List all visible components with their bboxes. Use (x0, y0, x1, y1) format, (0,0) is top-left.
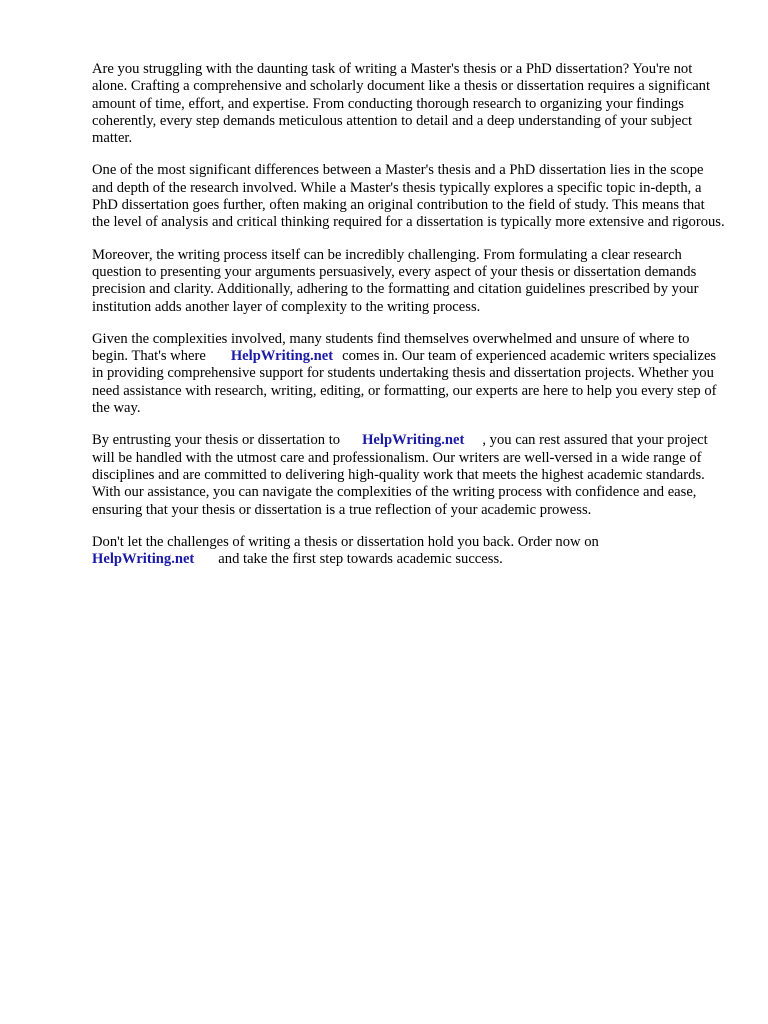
paragraph-complexities-after: comes in. Our team of experienced academic writers specializes in providing comprehensive support for students undertaking thesis and dissertation projects. Whether you need assistance with research, writing, editing, or formatting, our experts are here to help you every step of the way. (92, 348, 717, 417)
paragraph-cta-before: Don't let the challenges of writing a thesis or dissertation hold you back. Order now on (92, 533, 599, 550)
paragraph-entrusting (92, 432, 726, 518)
paragraph-call-to-action (92, 534, 726, 569)
helpwriting-link-2[interactable]: HelpWriting.net (362, 432, 465, 449)
paragraph-entrusting-before: By entrusting your thesis or dissertation to (92, 432, 341, 449)
paragraph-complexities (92, 331, 726, 417)
paragraph-complexities-before: Given the complexities involved, many students find themselves overwhelmed and unsure of where to begin. That's where (92, 330, 690, 365)
paragraph-entrusting-after: , you can rest assured that your project will be handled with the utmost care and professionalism. Our writers are well-versed in a wide range of disciplines and are committed to delivering high-quality work that meets the highest academic standards. With our assistance, you can navigate the complexities of the writing process with confidence and ease, ensuring that your thesis or dissertation is a true reflection of your academic prowess. (92, 432, 708, 518)
paragraph-cta-after: and take the first step towards academic success. (218, 551, 503, 568)
paragraph-writing-process: Moreover, the writing process itself can be incredibly challenging. From formulating a clear research question to presenting your arguments persuasively, every aspect of your thesis or dissertation demands precision and clarity. Additionally, adhering to the formatting and citation guidelines prescribed by your institution adds another layer of complexity to the writing process. (92, 246, 699, 315)
paragraph-differences: One of the most significant differences between a Master's thesis and a PhD dissertation lies in the scope and depth of the research involved. While a Master's thesis typically explores a specific topic in-depth, a PhD dissertation goes further, often making an original contribution to the field of study. This means that the level of analysis and critical thinking required for a dissertation is typically more extensive and rigorous. (92, 162, 725, 231)
helpwriting-link-3[interactable]: HelpWriting.net (92, 551, 195, 568)
paragraph-intro: Are you struggling with the daunting task of writing a Master's thesis or a PhD dissertation? You're not alone. Crafting a comprehensive and scholarly document like a thesis or dissertation requires a significant amount of time, effort, and expertise. From conducting thorough research to organizing your findings coherently, every step demands meticulous attention to detail and a deep understanding of your subject matter. (92, 61, 711, 147)
helpwriting-link-1[interactable]: HelpWriting.net (230, 348, 334, 365)
